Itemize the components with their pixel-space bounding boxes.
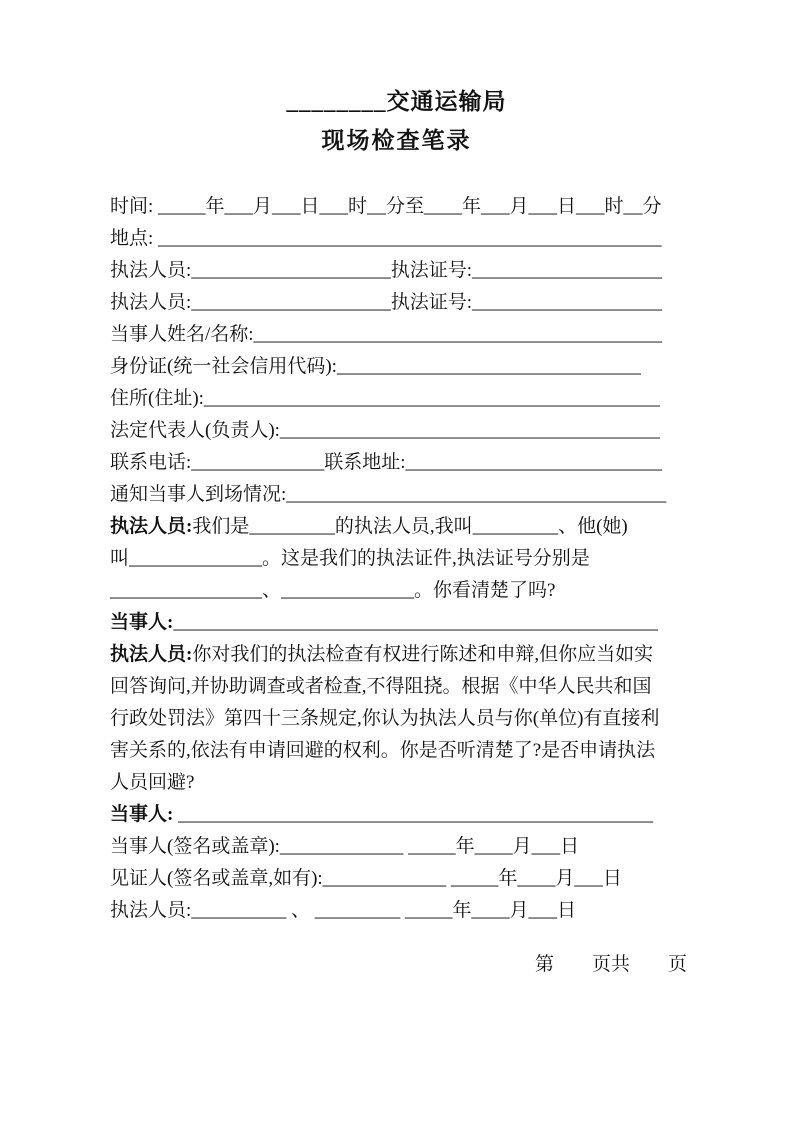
officer-intro-text-1: 我们是_________的执法人员,我叫_________、他(她) — [192, 516, 628, 537]
signature-witness: 见证人(签名或盖章,如有):_____________ _____年____月___日 — [110, 868, 622, 889]
title-blank-line: ________ — [286, 89, 387, 114]
document-subtitle: 现场检查笔录 — [321, 128, 472, 153]
dialog-officer-intro-line-3: ________________、______________。你看清楚了吗? — [110, 580, 556, 601]
field-id-credit-code: 身份证(统一社会信用代码):________________________________ — [110, 356, 641, 377]
dialog-party-answer-2 — [110, 799, 710, 831]
title-block — [0, 85, 793, 157]
party-speaker-label-1: 当事人: — [110, 612, 174, 633]
field-party-name: 当事人姓名/名称:___________________________________________ — [110, 324, 663, 345]
field-residence-address: 住所(住址):________________________________________________ — [110, 388, 660, 409]
party-answer-blank-1: ___________________________________________________ — [173, 612, 658, 633]
field-location: 地点: _____________________________________________________ — [110, 228, 662, 249]
signature-officers: 执法人员:__________ 、 _________ _____年____月___日 — [110, 900, 577, 921]
officer-rights-text-1: 你对我们的执法检查有权进行陈述和申辩,但你应当如实 — [192, 644, 654, 665]
dialog-party-answer-1 — [110, 607, 710, 639]
field-phone-and-contact-address: 联系电话:______________联系地址:___________________________ — [110, 452, 663, 473]
dialog-officer-rights-line-2: 回答询问,并协助调查或者检查,不得阻挠。根据《中华人民共和国 — [110, 676, 652, 697]
field-officer-2: 执法人员:_____________________执法证号:____________________ — [110, 292, 663, 313]
form-body — [110, 191, 710, 927]
field-time: 时间: _____年___月___日___时__分至____年___月___日___时__分 — [110, 196, 662, 217]
field-officer-1: 执法人员:_____________________执法证号:____________________ — [110, 260, 663, 281]
dialog-officer-intro-line-1 — [110, 511, 710, 543]
dialog-officer-rights-line-5: 人员回避? — [110, 772, 195, 793]
title-org-name: 交通运输局 — [386, 89, 507, 114]
officer-speaker-label: 执法人员: — [110, 516, 193, 537]
dialog-officer-rights-line-3: 行政处罚法》第四十三条规定,你认为执法人员与你(单位)有直接利 — [110, 708, 660, 729]
officer-speaker-label-2: 执法人员: — [110, 644, 193, 665]
field-party-notification-status: 通知当事人到场情况:________________________________________ — [110, 484, 667, 505]
party-answer-blank-2: __________________________________________________ — [173, 804, 654, 825]
page-number-footer: 第 页共 页 — [534, 954, 687, 975]
document-title — [0, 85, 793, 118]
party-speaker-label-2: 当事人: — [110, 804, 174, 825]
dialog-officer-intro-line-2: 叫______________。这是我们的执法证件,执法证号分别是 — [110, 548, 590, 569]
signature-party: 当事人(签名或盖章):_____________ _____年____月___日 — [110, 836, 580, 857]
field-legal-representative: 法定代表人(负责人):________________________________________ — [110, 420, 660, 441]
dialog-officer-rights-line-4: 害关系的,依法有申请回避的权利。你是否听清楚了?是否申请执法 — [110, 740, 656, 761]
dialog-officer-rights-line-1 — [110, 639, 710, 671]
